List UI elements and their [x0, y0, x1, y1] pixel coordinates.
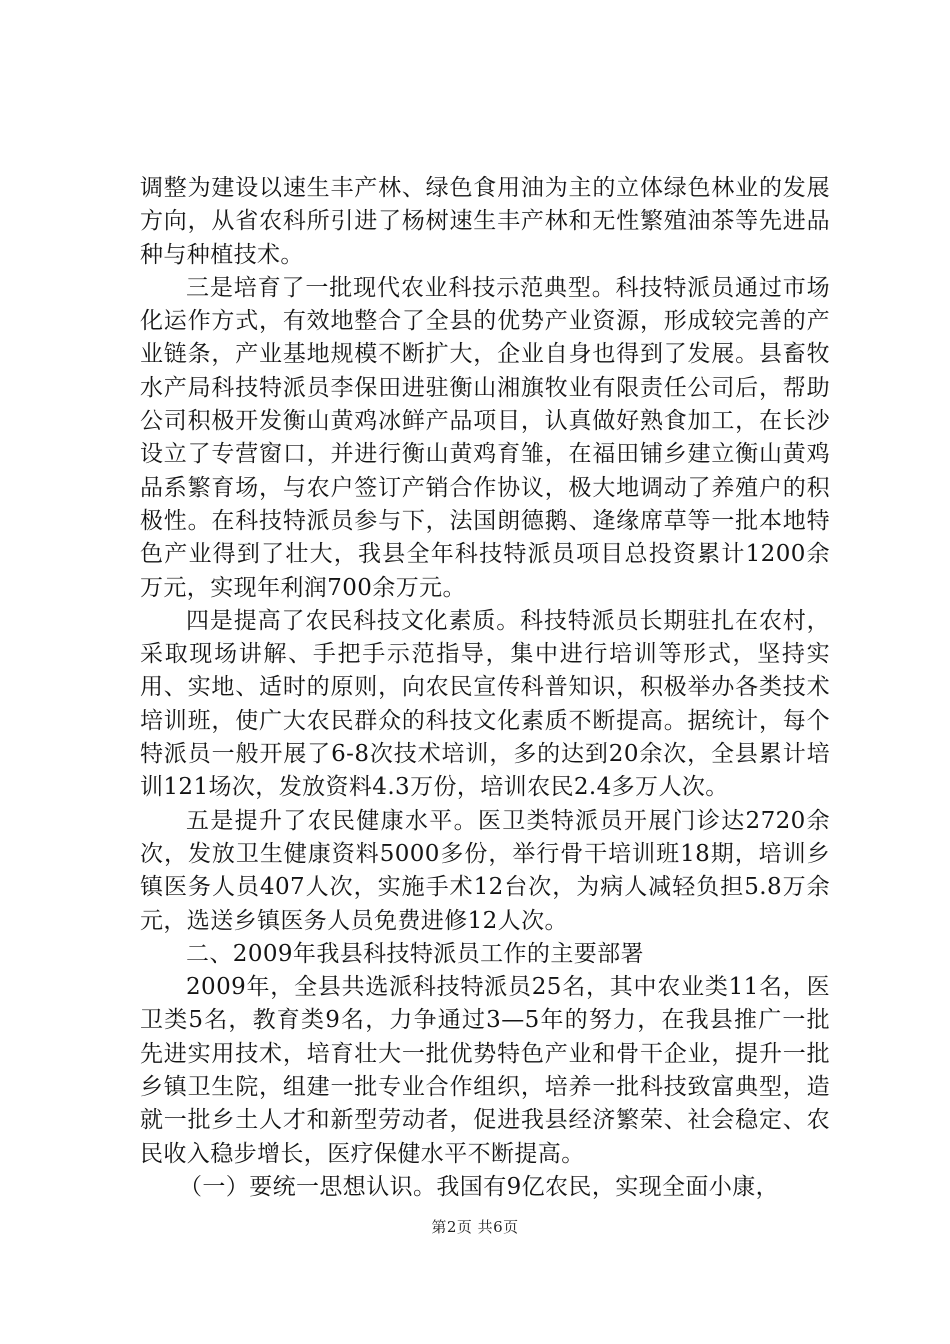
paragraph-unify-thinking: （一）要统一思想认识。我国有9亿农民，实现全面小康，	[179, 1173, 780, 1200]
paragraph-forestry-continuation: 调整为建设以速生丰产林、绿色食用油为主的立体绿色林业的发展方向，从省农科所引进了杨树速生丰产林和无性繁殖油茶等先进品种与种植技术。	[140, 175, 830, 268]
section-heading-2009: 二、2009年我县科技特派员工作的主要部署	[186, 940, 644, 967]
document-body	[140, 172, 830, 1204]
paragraph-point-four: 四是提高了农民科技文化素质。科技特派员长期驻扎在农村，采取现场讲解、手把手示范指导，集中进行培训等形式，坚持实用、实地、适时的原则，向农民宣传科普知识，积极举办各类技术培训班，使广大农民群众的科技文化素质不断提高。据统计，每个特派员一般开展了6-8次技术培训，多的达到20余次，全县累计培训121场次，发放资料4.3万份，培训农民2.4多万人次。	[140, 607, 830, 801]
paragraph-2009-plan: 2009年，全县共选派科技特派员25名，其中农业类11名，医卫类5名，教育类9名，力争通过3—5年的努力，在我县推广一批先进实用技术，培育壮大一批优势特色产业和骨干企业，提升一批乡镇卫生院，组建一批专业合作组织，培养一批科技致富典型，造就一批乡土人才和新型劳动者，促进我县经济繁荣、社会稳定、农民收入稳步增长，医疗保健水平不断提高。	[140, 974, 830, 1167]
paragraph-point-five: 五是提升了农民健康水平。医卫类特派员开展门诊达2720余次，发放卫生健康资料5000多份，举行骨干培训班18期，培训乡镇医务人员407人次，实施手术12台次，为病人减轻负担5.8万余元，选送乡镇医务人员免费进修12人次。	[140, 807, 830, 934]
page-number-footer: 第2页 共6页	[431, 1218, 519, 1236]
paragraph-point-three: 三是培育了一批现代农业科技示范典型。科技特派员通过市场化运作方式，有效地整合了全县的优势产业资源，形成较完善的产业链条，产业基地规模不断扩大，企业自身也得到了发展。县畜牧水产局科技特派员李保田进驻衡山湘旗牧业有限责任公司后，帮助公司积极开发衡山黄鸡冰鲜产品项目，认真做好熟食加工，在长沙设立了专营窗口，并进行衡山黄鸡育雏，在福田铺乡建立衡山黄鸡品系繁育场，与农户签订产销合作协议，极大地调动了养殖户的积极性。在科技特派员参与下，法国朗德鹅、逄缘席草等一批本地特色产业得到了壮大，我县全年科技特派员项目总投资累计1200余万元，实现年利润700余万元。	[140, 274, 830, 601]
